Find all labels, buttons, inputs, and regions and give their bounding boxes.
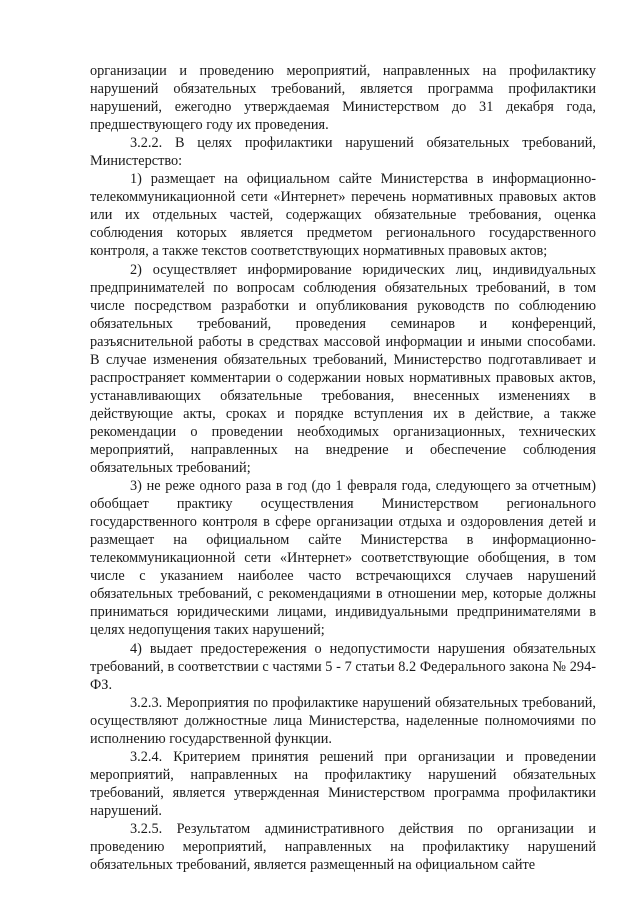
list-item-3: 3) не реже одного раза в год (до 1 февраля года, следующего за отчетным) обобщает практику осуществления Министерством регионального государственного контроля в сфере организации отдыха и оздоровления детей и размещает на официальном сайте Министерства в информационно-телекоммуникационной сети «Интернет» соответствующие обобщения, в том числе с указанием наиболее часто встречающихся случаев нарушений обязательных требований, с рекомендациями в отношении мер, которые должны приниматься юридическими лицами, индивидуальными предпринимателями в целях недопущения таких нарушений; [90,478,596,639]
paragraph-3-2-4: 3.2.4. Критерием принятия решений при организации и проведении мероприятий, направленных на профилактику нарушений обязательных требований, является утвержденная Министерством программа профилактики нарушений. [90,748,596,819]
paragraph-3-2-5: 3.2.5. Результатом административного действия по организации и проведению мероприятий, направленных на профилактику нарушений обязательных требований, является размещенный на официальном сайте [90,820,596,874]
paragraph-3-2-2: 3.2.2. В целях профилактики нарушений обязательных требований, Министерство: [90,135,596,170]
list-item-2: 2) осуществляет информирование юридических лиц, индивидуальных предпринимателей по вопросам соблюдения обязательных требований, в том числе посредством разработки и опубликования руководств по соблюдению обязательных требований, проведения семинаров и конференций, разъяснительной работы в средствах массовой информации и иными способами. В случае изменения обязательных требований, Министерство подготавливает и распространяет комментарии о содержании новых нормативных правовых актов, устанавливающих обязательные требования, внесенных изменениях в действующие акты, сроках и порядке вступления их в действие, а также рекомендации о проведении необходимых организационных, технических мероприятий, направленных на внедрение и обеспечение соблюдения обязательных требований; [90,261,596,477]
list-item-4: 4) выдает предостережения о недопустимости нарушения обязательных требований, в соответствии с частями 5 - 7 статьи 8.2 Федерального закона № 294-ФЗ. [90,640,596,693]
paragraph-continuation: организации и проведению мероприятий, направленных на профилактику нарушений обязательных требований, является программа профилактики нарушений, ежегодно утверждаемая Министерством до 31 декабря года, предшествующего году их проведения. [90,63,596,134]
document-body [90,62,596,874]
paragraph-3-2-3: 3.2.3. Мероприятия по профилактике нарушений обязательных требований, осуществляют должностные лица Министерства, наделенные полномочиями по исполнению государственной функции. [90,694,596,747]
list-item-1: 1) размещает на официальном сайте Министерства в информационно-телекоммуникационной сети «Интернет» перечень нормативных правовых актов или их отдельных частей, содержащих обязательные требования, оценка соблюдения которых является предметом регионального государственного контроля, а также текстов соответствующих нормативных правовых актов; [90,171,596,260]
